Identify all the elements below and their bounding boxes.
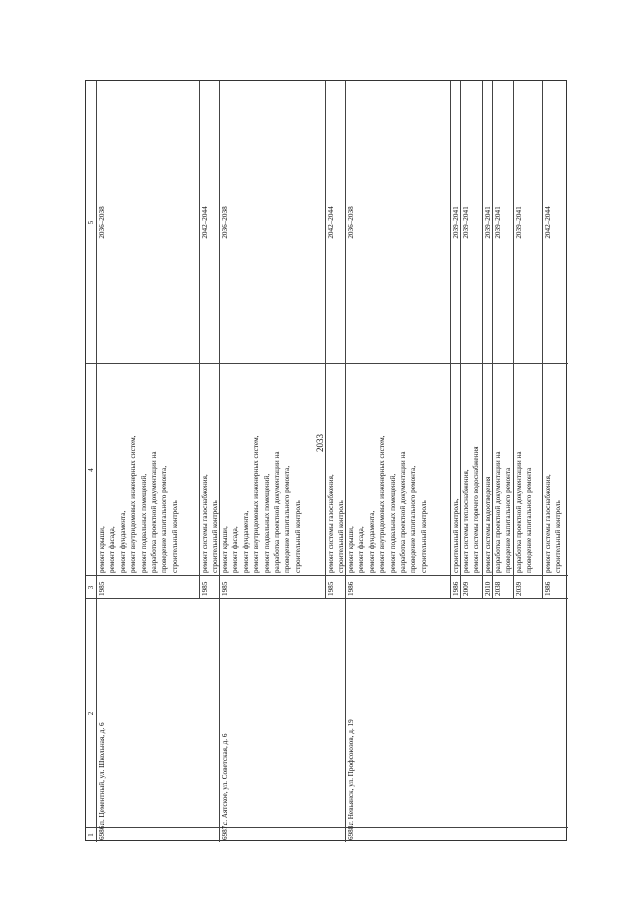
header-divider — [86, 363, 96, 364]
header-divider — [86, 827, 96, 828]
header-col-5: 5 — [87, 220, 95, 225]
entry-year: 2038 — [494, 581, 502, 596]
row-number: 6988. — [347, 823, 355, 840]
row-address: с. Аятское, ул. Советская, д. 6 — [221, 733, 229, 825]
header-col-3: 3 — [87, 585, 95, 590]
header-col-2: 2 — [87, 711, 95, 716]
entry-year: 1986 — [452, 581, 460, 596]
row-number: 6987. — [221, 823, 229, 840]
entry-year: 1986 — [347, 581, 355, 596]
entry-period: 2036–2038 — [221, 206, 229, 239]
entry-work: ремонт системы водоотведения — [484, 476, 492, 573]
column-divider — [96, 827, 219, 828]
header-col-4: 4 — [87, 468, 95, 472]
entry-year: 1985 — [221, 581, 229, 596]
entry-work: ремонт крыши, ремонт фасада, ремонт фундамента, ремонт внутридомовых инженерных систем, ремонт подвальных помещений, разработка проектной документации на проведение капитального ремонта, строительный контроль — [98, 435, 179, 573]
row-number: 6986. — [98, 823, 106, 840]
entry-year: 1985 — [201, 581, 209, 596]
entry-period: 2039–2041 — [452, 206, 460, 239]
entry-period: 2039–2041 — [494, 206, 502, 239]
entry-period: 2042–2044 — [544, 206, 552, 239]
column-divider — [219, 575, 345, 576]
entry-period: 2039–2041 — [462, 206, 470, 239]
entry-period: 2036–2038 — [347, 206, 355, 239]
column-divider — [345, 575, 568, 576]
entry-period: 2042–2044 — [201, 206, 209, 239]
entry-period: 2039–2041 — [484, 206, 492, 239]
entry-year: 1985 — [98, 581, 106, 596]
entry-period: 2042–2044 — [327, 206, 335, 239]
entry-year: 2039 — [515, 581, 523, 596]
entry-period: 2039–2041 — [515, 206, 523, 239]
entry-work: разработка проектной документации на проведение капитального ремонта — [494, 451, 513, 573]
entry-work: ремонт крыши, ремонт фасада, ремонт фундамента, ремонт внутридомовых инженерных систем, ремонт подвальных помещений, разработка проектной документации на проведение капитального ремонта, строительный контроль — [347, 435, 428, 573]
entry-work: строительный контроль, — [452, 498, 460, 573]
column-divider — [96, 598, 219, 599]
entry-work: ремонт системы газоснабжения, строительный контроль — [327, 474, 346, 573]
column-divider — [96, 575, 219, 576]
column-divider — [345, 598, 568, 599]
registry-table — [85, 80, 567, 841]
column-divider — [345, 827, 568, 828]
page-number: 2033 — [315, 434, 325, 452]
row-address: г. Невьянск, ул. Профсоюзов, д. 19 — [347, 719, 355, 825]
entry-work: ремонт крыши, ремонт фасада, ремонт фундамента, ремонт внутридомовых инженерных систем, ремонт подвальных помещений, разработка проектной документации на проведение капитального ремонта, строительный контроль — [221, 435, 302, 573]
entry-work: разработка проектной документации на проведение капитального ремонта — [515, 451, 534, 573]
entry-year: 2010 — [484, 581, 492, 596]
column-divider — [219, 827, 345, 828]
header-col-1: 1 — [87, 833, 95, 837]
entry-work: ремонт системы газоснабжения, строительный контроль — [201, 474, 220, 573]
column-divider — [219, 598, 345, 599]
entry-year: 1986 — [544, 581, 552, 596]
entry-year: 2009 — [462, 581, 470, 596]
table-frame — [86, 81, 568, 842]
entry-period: 2036–2038 — [98, 206, 106, 239]
entry-work: ремонт системы газоснабжения, строительный контроль — [544, 474, 563, 573]
row-address: п. Цементный, ул. Школьная, д. 6 — [98, 722, 106, 825]
entry-year: 1985 — [327, 581, 335, 596]
entry-work: ремонт системы теплоснабжения, ремонт системы горячего водоснабжения — [462, 446, 481, 573]
header-divider — [86, 575, 96, 576]
header-divider — [86, 598, 96, 599]
